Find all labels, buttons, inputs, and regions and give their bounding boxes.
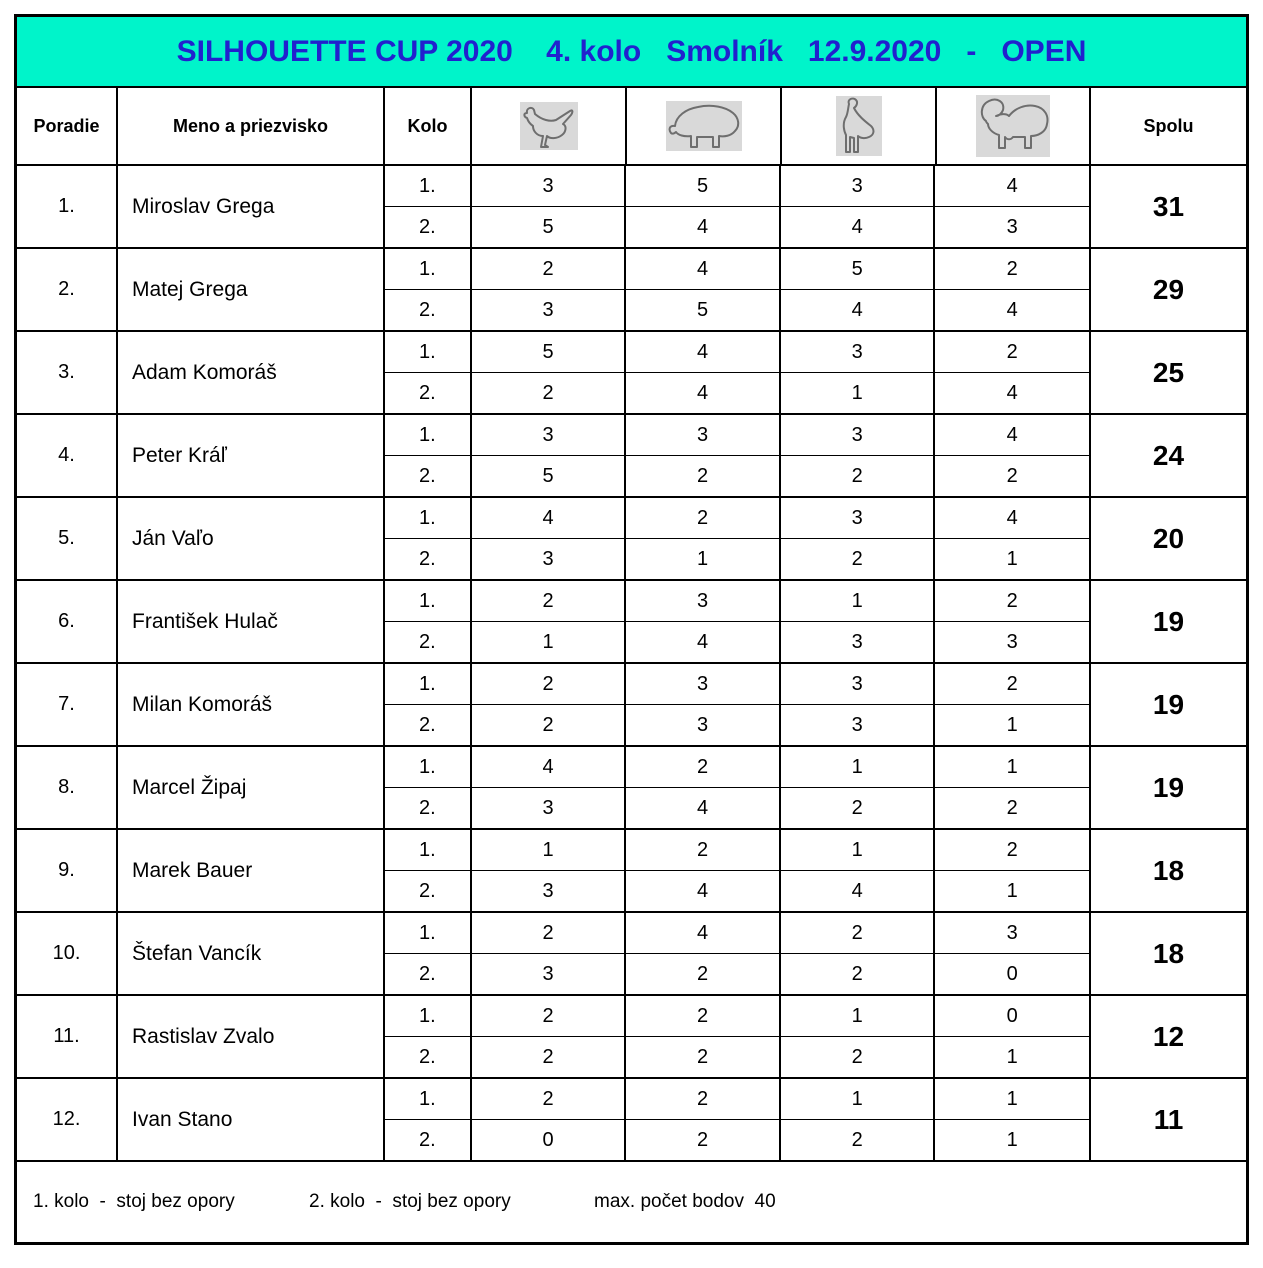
table-row <box>17 747 1246 830</box>
column-header-spolu: Spolu <box>1143 115 1194 136</box>
round2-boar-score: 4 <box>626 207 781 247</box>
round1-boar-score: 4 <box>626 332 781 372</box>
name-cell: Matej Grega <box>118 249 385 330</box>
round2-boar-score: 1 <box>626 539 781 579</box>
rounds-scores <box>385 166 1091 247</box>
rounds-scores <box>385 747 1091 828</box>
total-cell: 25 <box>1152 356 1185 388</box>
round2-chicken-score: 1 <box>472 622 627 662</box>
name-cell: Ján Vaľo <box>118 498 385 579</box>
round1-chicken-score: 2 <box>472 996 627 1036</box>
round2-boar-score: 2 <box>626 456 781 496</box>
round2-turkey-score: 4 <box>781 207 936 247</box>
ram-silhouette-icon <box>976 95 1050 157</box>
round1-turkey-score: 1 <box>781 581 936 621</box>
round2-subrow <box>385 953 1089 994</box>
round2-boar-score: 4 <box>626 871 781 911</box>
round1-boar-score: 3 <box>626 581 781 621</box>
round2-turkey-score: 2 <box>781 1120 936 1160</box>
round2-ram-score: 1 <box>1006 1128 1018 1151</box>
rank-cell: 7. <box>17 664 118 745</box>
rounds-scores <box>385 415 1091 496</box>
round2-chicken-score: 3 <box>472 954 627 994</box>
round1-subrow <box>385 664 1089 704</box>
round2-subrow <box>385 1036 1089 1077</box>
round2-chicken-score: 3 <box>472 871 627 911</box>
round1-turkey-score: 3 <box>781 498 936 538</box>
round2-chicken-score: 3 <box>472 539 627 579</box>
round2-ram-score: 1 <box>1006 879 1018 902</box>
table-body <box>17 166 1246 1162</box>
column-header-poradie: Poradie <box>17 88 118 164</box>
results-table <box>14 14 1249 1245</box>
round2-boar-score: 4 <box>626 373 781 413</box>
rounds-scores <box>385 830 1091 911</box>
round2-chicken-score: 5 <box>472 456 627 496</box>
total-cell: 24 <box>1152 439 1185 471</box>
round2-label-cell: 2. <box>385 1120 472 1160</box>
rank-cell: 1. <box>17 166 118 247</box>
round1-ram-score: 4 <box>1006 423 1018 446</box>
round1-subrow <box>385 996 1089 1036</box>
round1-ram-score: 4 <box>1006 506 1018 529</box>
total-cell: 11 <box>1153 1103 1184 1135</box>
round1-boar-score: 2 <box>626 996 781 1036</box>
round1-ram-score: 3 <box>1006 921 1018 944</box>
name-cell: Marek Bauer <box>118 830 385 911</box>
round2-turkey-score: 4 <box>781 290 936 330</box>
round2-chicken-score: 3 <box>472 788 627 828</box>
name-cell: Adam Komoráš <box>118 332 385 413</box>
round1-turkey-score: 1 <box>781 747 936 787</box>
table-row <box>17 664 1246 747</box>
boar-silhouette-icon <box>666 101 742 151</box>
round2-ram-score: 3 <box>1006 215 1018 238</box>
name-cell: František Hulač <box>118 581 385 662</box>
rank-cell: 12. <box>17 1079 118 1160</box>
round1-boar-score: 5 <box>626 166 781 206</box>
round2-boar-score: 2 <box>626 1120 781 1160</box>
table-row <box>17 415 1246 498</box>
rounds-scores <box>385 249 1091 330</box>
round2-label-cell: 2. <box>385 207 472 247</box>
rank-cell: 9. <box>17 830 118 911</box>
round2-chicken-score: 0 <box>472 1120 627 1160</box>
rounds-scores <box>385 664 1091 745</box>
column-header-boar <box>627 88 782 164</box>
round2-chicken-score: 2 <box>472 705 627 745</box>
round2-subrow <box>385 704 1089 745</box>
footer-round1-note: 1. kolo - stoj bez opory <box>33 1191 235 1212</box>
round1-chicken-score: 2 <box>472 1079 627 1119</box>
round2-boar-score: 2 <box>626 1037 781 1077</box>
round1-subrow <box>385 581 1089 621</box>
table-row <box>17 1079 1246 1162</box>
total-cell: 31 <box>1152 190 1185 222</box>
footer-max-points-note: max. počet bodov 40 <box>594 1191 776 1212</box>
round1-turkey-score: 1 <box>781 1079 936 1119</box>
round1-turkey-score: 1 <box>781 996 936 1036</box>
round2-label-cell: 2. <box>385 954 472 994</box>
round1-ram-score: 2 <box>1006 589 1018 612</box>
rank-cell: 2. <box>17 249 118 330</box>
round1-turkey-score: 1 <box>781 830 936 870</box>
round2-ram-score: 4 <box>1006 381 1018 404</box>
round1-turkey-score: 3 <box>781 332 936 372</box>
column-header-meno: Meno a priezvisko <box>118 88 385 164</box>
round1-ram-score: 2 <box>1006 838 1018 861</box>
rank-cell: 4. <box>17 415 118 496</box>
round2-chicken-score: 3 <box>472 290 627 330</box>
rank-cell: 11. <box>17 996 118 1077</box>
round2-turkey-score: 2 <box>781 954 936 994</box>
rank-cell: 3. <box>17 332 118 413</box>
round1-boar-score: 3 <box>626 415 781 455</box>
table-row <box>17 249 1246 332</box>
round2-subrow <box>385 787 1089 828</box>
round1-boar-score: 2 <box>626 747 781 787</box>
round1-subrow <box>385 332 1089 372</box>
round2-ram-score: 4 <box>1006 298 1018 321</box>
column-header-ram <box>937 88 1091 164</box>
round1-label-cell: 1. <box>385 830 472 870</box>
round2-turkey-score: 2 <box>781 1037 936 1077</box>
round1-label-cell: 1. <box>385 249 472 289</box>
round1-label-cell: 1. <box>385 913 472 953</box>
round2-turkey-score: 2 <box>781 788 936 828</box>
round1-chicken-score: 5 <box>472 332 627 372</box>
round1-label-cell: 1. <box>385 1079 472 1119</box>
round1-ram-score: 0 <box>1006 1004 1018 1027</box>
table-row <box>17 581 1246 664</box>
table-row <box>17 332 1246 415</box>
round2-ram-score: 3 <box>1006 630 1018 653</box>
total-cell: 18 <box>1152 937 1185 969</box>
round2-label-cell: 2. <box>385 539 472 579</box>
round2-ram-score: 1 <box>1006 547 1018 570</box>
total-cell: 19 <box>1152 771 1185 803</box>
rank-cell: 10. <box>17 913 118 994</box>
round2-subrow <box>385 870 1089 911</box>
round2-ram-score: 2 <box>1006 796 1018 819</box>
round1-boar-score: 4 <box>626 249 781 289</box>
table-row <box>17 996 1246 1079</box>
total-cell: 20 <box>1152 522 1185 554</box>
table-row <box>17 830 1246 913</box>
round1-chicken-score: 4 <box>472 747 627 787</box>
round1-subrow <box>385 913 1089 953</box>
round2-label-cell: 2. <box>385 788 472 828</box>
round2-boar-score: 4 <box>626 788 781 828</box>
round1-label-cell: 1. <box>385 415 472 455</box>
name-cell: Milan Komoráš <box>118 664 385 745</box>
column-header-kolo: Kolo <box>385 88 472 164</box>
column-header-chicken <box>472 88 627 164</box>
round1-boar-score: 2 <box>626 830 781 870</box>
round2-turkey-score: 2 <box>781 456 936 496</box>
round1-subrow <box>385 747 1089 787</box>
round2-boar-score: 3 <box>626 705 781 745</box>
round1-ram-score: 2 <box>1006 257 1018 280</box>
round1-turkey-score: 5 <box>781 249 936 289</box>
round2-label-cell: 2. <box>385 622 472 662</box>
round2-chicken-score: 2 <box>472 373 627 413</box>
table-row <box>17 166 1246 249</box>
name-cell: Miroslav Grega <box>118 166 385 247</box>
round1-subrow <box>385 249 1089 289</box>
round2-label-cell: 2. <box>385 456 472 496</box>
rounds-scores <box>385 332 1091 413</box>
rank-cell: 8. <box>17 747 118 828</box>
round1-boar-score: 2 <box>626 498 781 538</box>
footer-note-row <box>17 1162 1246 1242</box>
round1-chicken-score: 3 <box>472 166 627 206</box>
table-row <box>17 913 1246 996</box>
round2-subrow <box>385 206 1089 247</box>
round2-ram-score: 1 <box>1006 1045 1018 1068</box>
round1-chicken-score: 3 <box>472 415 627 455</box>
total-cell: 19 <box>1152 605 1185 637</box>
round2-turkey-score: 1 <box>781 373 936 413</box>
rounds-scores <box>385 996 1091 1077</box>
round1-ram-score: 1 <box>1006 1087 1018 1110</box>
round1-subrow <box>385 415 1089 455</box>
table-header-row <box>17 88 1246 166</box>
round1-label-cell: 1. <box>385 747 472 787</box>
round2-label-cell: 2. <box>385 373 472 413</box>
round1-label-cell: 1. <box>385 498 472 538</box>
name-cell: Ivan Stano <box>118 1079 385 1160</box>
round1-chicken-score: 2 <box>472 913 627 953</box>
round1-subrow <box>385 166 1089 206</box>
name-cell: Peter Kráľ <box>118 415 385 496</box>
total-cell: 19 <box>1152 688 1185 720</box>
round2-label-cell: 2. <box>385 871 472 911</box>
round2-turkey-score: 2 <box>781 539 936 579</box>
round1-subrow <box>385 498 1089 538</box>
column-header-turkey <box>782 88 937 164</box>
round1-chicken-score: 2 <box>472 249 627 289</box>
round1-turkey-score: 2 <box>781 913 936 953</box>
round1-boar-score: 3 <box>626 664 781 704</box>
total-cell: 29 <box>1152 273 1185 305</box>
table-row <box>17 498 1246 581</box>
round2-ram-score: 0 <box>1006 962 1018 985</box>
round2-label-cell: 2. <box>385 290 472 330</box>
round1-boar-score: 4 <box>626 913 781 953</box>
turkey-silhouette-icon <box>836 96 882 156</box>
rank-cell: 5. <box>17 498 118 579</box>
round1-chicken-score: 4 <box>472 498 627 538</box>
round1-label-cell: 1. <box>385 664 472 704</box>
round1-chicken-score: 1 <box>472 830 627 870</box>
round1-subrow <box>385 830 1089 870</box>
round1-chicken-score: 2 <box>472 664 627 704</box>
round2-label-cell: 2. <box>385 705 472 745</box>
round2-ram-score: 1 <box>1006 713 1018 736</box>
round2-turkey-score: 3 <box>781 705 936 745</box>
rounds-scores <box>385 581 1091 662</box>
round2-chicken-score: 2 <box>472 1037 627 1077</box>
round1-label-cell: 1. <box>385 996 472 1036</box>
round1-label-cell: 1. <box>385 166 472 206</box>
chicken-silhouette-icon <box>520 102 578 150</box>
round2-subrow <box>385 538 1089 579</box>
name-cell: Rastislav Zvalo <box>118 996 385 1077</box>
round1-label-cell: 1. <box>385 581 472 621</box>
round1-ram-score: 2 <box>1006 340 1018 363</box>
round1-ram-score: 2 <box>1006 672 1018 695</box>
total-cell: 12 <box>1152 1020 1185 1052</box>
rounds-scores <box>385 913 1091 994</box>
round2-turkey-score: 3 <box>781 622 936 662</box>
round1-boar-score: 2 <box>626 1079 781 1119</box>
round1-chicken-score: 2 <box>472 581 627 621</box>
rounds-scores <box>385 498 1091 579</box>
round2-boar-score: 2 <box>626 954 781 994</box>
name-cell: Štefan Vancík <box>118 913 385 994</box>
round1-turkey-score: 3 <box>781 166 936 206</box>
round2-subrow <box>385 621 1089 662</box>
rounds-scores <box>385 1079 1091 1160</box>
round2-subrow <box>385 455 1089 496</box>
round2-subrow <box>385 1119 1089 1160</box>
round1-ram-score: 4 <box>1006 174 1018 197</box>
round2-label-cell: 2. <box>385 1037 472 1077</box>
round2-subrow <box>385 372 1089 413</box>
rank-cell: 6. <box>17 581 118 662</box>
round2-turkey-score: 4 <box>781 871 936 911</box>
round1-turkey-score: 3 <box>781 415 936 455</box>
round2-chicken-score: 5 <box>472 207 627 247</box>
round2-subrow <box>385 289 1089 330</box>
round2-boar-score: 4 <box>626 622 781 662</box>
round2-boar-score: 5 <box>626 290 781 330</box>
round1-turkey-score: 3 <box>781 664 936 704</box>
total-cell: 18 <box>1152 854 1185 886</box>
round2-ram-score: 2 <box>1006 464 1018 487</box>
page-title: SILHOUETTE CUP 2020 4. kolo Smolník 12.9.2020 - OPEN <box>17 17 1246 88</box>
round1-subrow <box>385 1079 1089 1119</box>
name-cell: Marcel Žipaj <box>118 747 385 828</box>
round1-label-cell: 1. <box>385 332 472 372</box>
footer-round2-note: 2. kolo - stoj bez opory <box>309 1191 511 1212</box>
round1-ram-score: 1 <box>1006 755 1018 778</box>
